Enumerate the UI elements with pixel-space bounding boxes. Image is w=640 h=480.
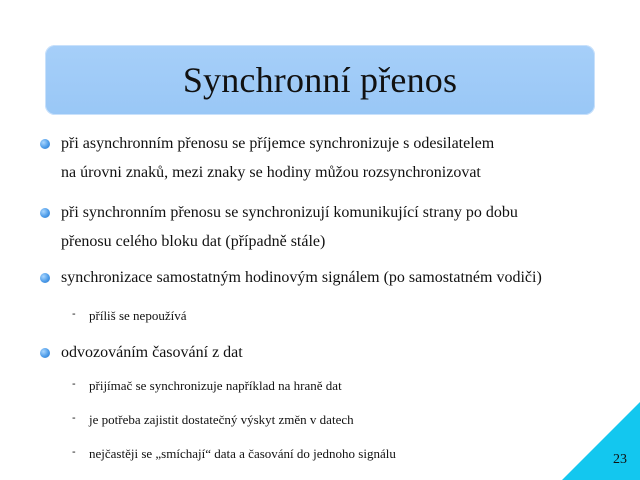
sub-bullet-marker: -: [72, 378, 76, 390]
bullet-icon: [40, 208, 50, 218]
sub-bullet-marker: -: [72, 308, 76, 320]
corner-decoration: [562, 402, 640, 480]
bullet-4-sub-3: nejčastěji se „smíchají“ data a časování do jednoho signálu: [89, 446, 396, 461]
title-box: [45, 45, 595, 115]
bullet-1-line-1: při asynchronním přenosu se příjemce synchronizuje s odesilatelem: [61, 135, 495, 152]
bullet-3-line-1: synchronizace samostatným hodinovým signálem (po samostatném vodiči): [61, 269, 542, 286]
bullet-icon: [40, 139, 50, 149]
slide-title: Synchronní přenos: [182, 60, 458, 100]
page-number: 23: [613, 452, 627, 467]
sub-bullet-marker: -: [72, 412, 76, 424]
bullet-1-line-2: na úrovni znaků, mezi znaky se hodiny můžou rozsynchronizovat: [61, 164, 481, 181]
bullet-4-sub-2: je potřeba zajistit dostatečný výskyt změn v datech: [89, 412, 354, 427]
bullet-4-line-1: odvozováním časování z dat: [61, 344, 243, 361]
bullet-icon: [40, 348, 50, 358]
sub-bullet-marker: -: [72, 446, 76, 458]
bullet-icon: [40, 273, 50, 283]
bullet-4-sub-1: přijímač se synchronizuje například na hraně dat: [89, 378, 342, 393]
bullet-2-line-1: při synchronním přenosu se synchronizují komunikující strany po dobu: [61, 204, 518, 221]
bullet-2-line-2: přenosu celého bloku dat (případně stále): [61, 233, 326, 250]
bullet-3-sub-1: příliš se nepoužívá: [89, 308, 187, 323]
